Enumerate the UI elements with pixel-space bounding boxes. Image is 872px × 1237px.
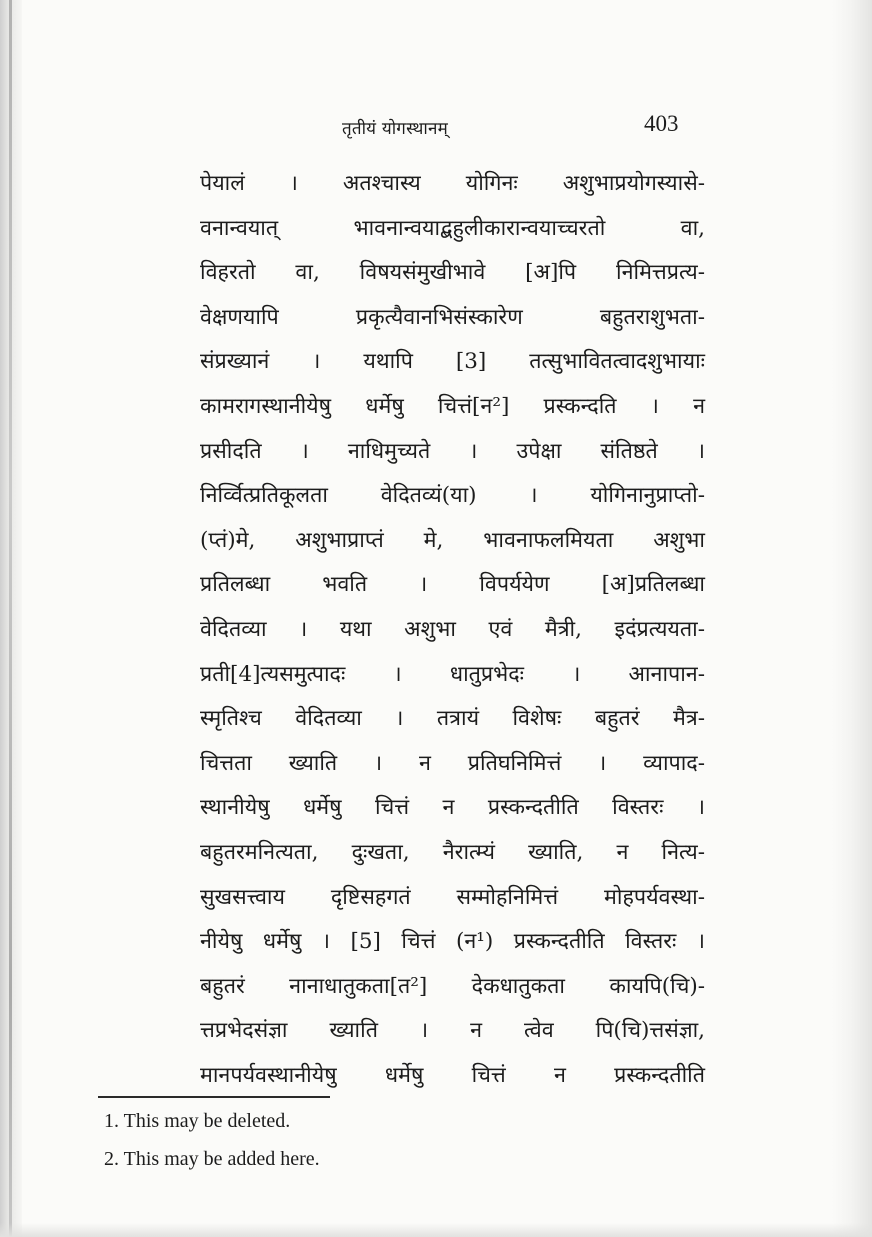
- binding-edge-line: [9, 0, 12, 1237]
- text-line: स्मृतिश्च वेदितव्या । तत्रायं विशेषः बहुतरं मैत्र-: [200, 706, 705, 732]
- text-line: नीयेषु धर्मेषु । [5] चित्तं (न¹) प्रस्कन्दतीति विस्तरः ।: [200, 929, 705, 955]
- footnote: 1. This may be deleted.: [104, 1110, 291, 1132]
- text-line: विहरतो वा, विषयसंमुखीभावे [अ]पि निमित्तप्रत्य-: [200, 260, 705, 286]
- text-line: प्रतिलब्धा भवति । विपर्ययेण [अ]प्रतिलब्धा: [200, 572, 705, 598]
- text-line: वेक्षणयापि प्रकृत्यैवानभिसंस्कारेण बहुतराशुभता-: [200, 304, 705, 330]
- scan-shadow-bottom: [0, 1223, 872, 1237]
- text-line: निर्व्वित्प्रतिकूलता वेदितव्यं(या) । योगिनानुप्राप्तो-: [200, 483, 705, 509]
- text-line: प्रती[4]त्यसमुत्पादः । धातुप्रभेदः । आनापान-: [200, 661, 705, 687]
- text-line: मानपर्यवस्थानीयेषु धर्मेषु चित्तं न प्रस्कन्दतीति: [200, 1062, 705, 1088]
- text-line: सुखसत्त्वाय दृष्टिसहगतं सम्मोहनिमित्तं मोहपर्यवस्था-: [200, 884, 705, 910]
- text-line: चित्तता ख्याति । न प्रतिघनिमित्तं । व्यापाद-: [200, 750, 705, 776]
- text-line: पेयालं । अतश्चास्य योगिनः अशुभाप्रयोगस्यासे-: [200, 171, 705, 196]
- footnotes: [104, 1106, 320, 1182]
- text-line: त्तप्रभेदसंज्ञा ख्याति । न त्वेव पि(चि)त्तसंज्ञा,: [200, 1018, 705, 1044]
- text-line: कामरागस्थानीयेषु धर्मेषु चित्तं[न²] प्रस्कन्दति । न: [200, 393, 705, 419]
- text-line: संप्रख्यानं । यथापि [3] तत्सुभावितत्वादशुभायाः: [200, 349, 705, 375]
- text-line: बहुतरमनित्यता, दुःखता, नैरात्म्यं ख्याति, न नित्य-: [200, 839, 705, 865]
- sanskrit-body-text: [200, 162, 705, 1098]
- scan-shadow-right: [832, 0, 872, 1237]
- text-line: वनान्वयात् भावनान्वयाद्बहुलीकारान्वयाच्चरतो वा,: [200, 215, 705, 241]
- running-head-title: तृतीयं योगस्थानम्: [342, 119, 449, 139]
- text-line: बहुतरं नानाधातुकता[त²] देकधातुकता कायपि(चि)-: [200, 973, 705, 999]
- page-number: 403: [644, 111, 679, 136]
- text-line: वेदितव्या । यथा अशुभा एवं मैत्री, इदंप्रत्ययता-: [200, 616, 705, 642]
- text-line: स्थानीयेषु धर्मेषु चित्तं न प्रस्कन्दतीति विस्तरः ।: [200, 795, 705, 821]
- text-line: (प्तं)मे, अशुभाप्राप्तं मे, भावनाफलमियता अशुभा: [200, 527, 705, 553]
- text-line: प्रसीदति । नाधिमुच्यते । उपेक्षा संतिष्ठते ।: [200, 438, 705, 464]
- footnote: 2. This may be added here.: [104, 1148, 320, 1170]
- footnote-divider: [98, 1096, 330, 1098]
